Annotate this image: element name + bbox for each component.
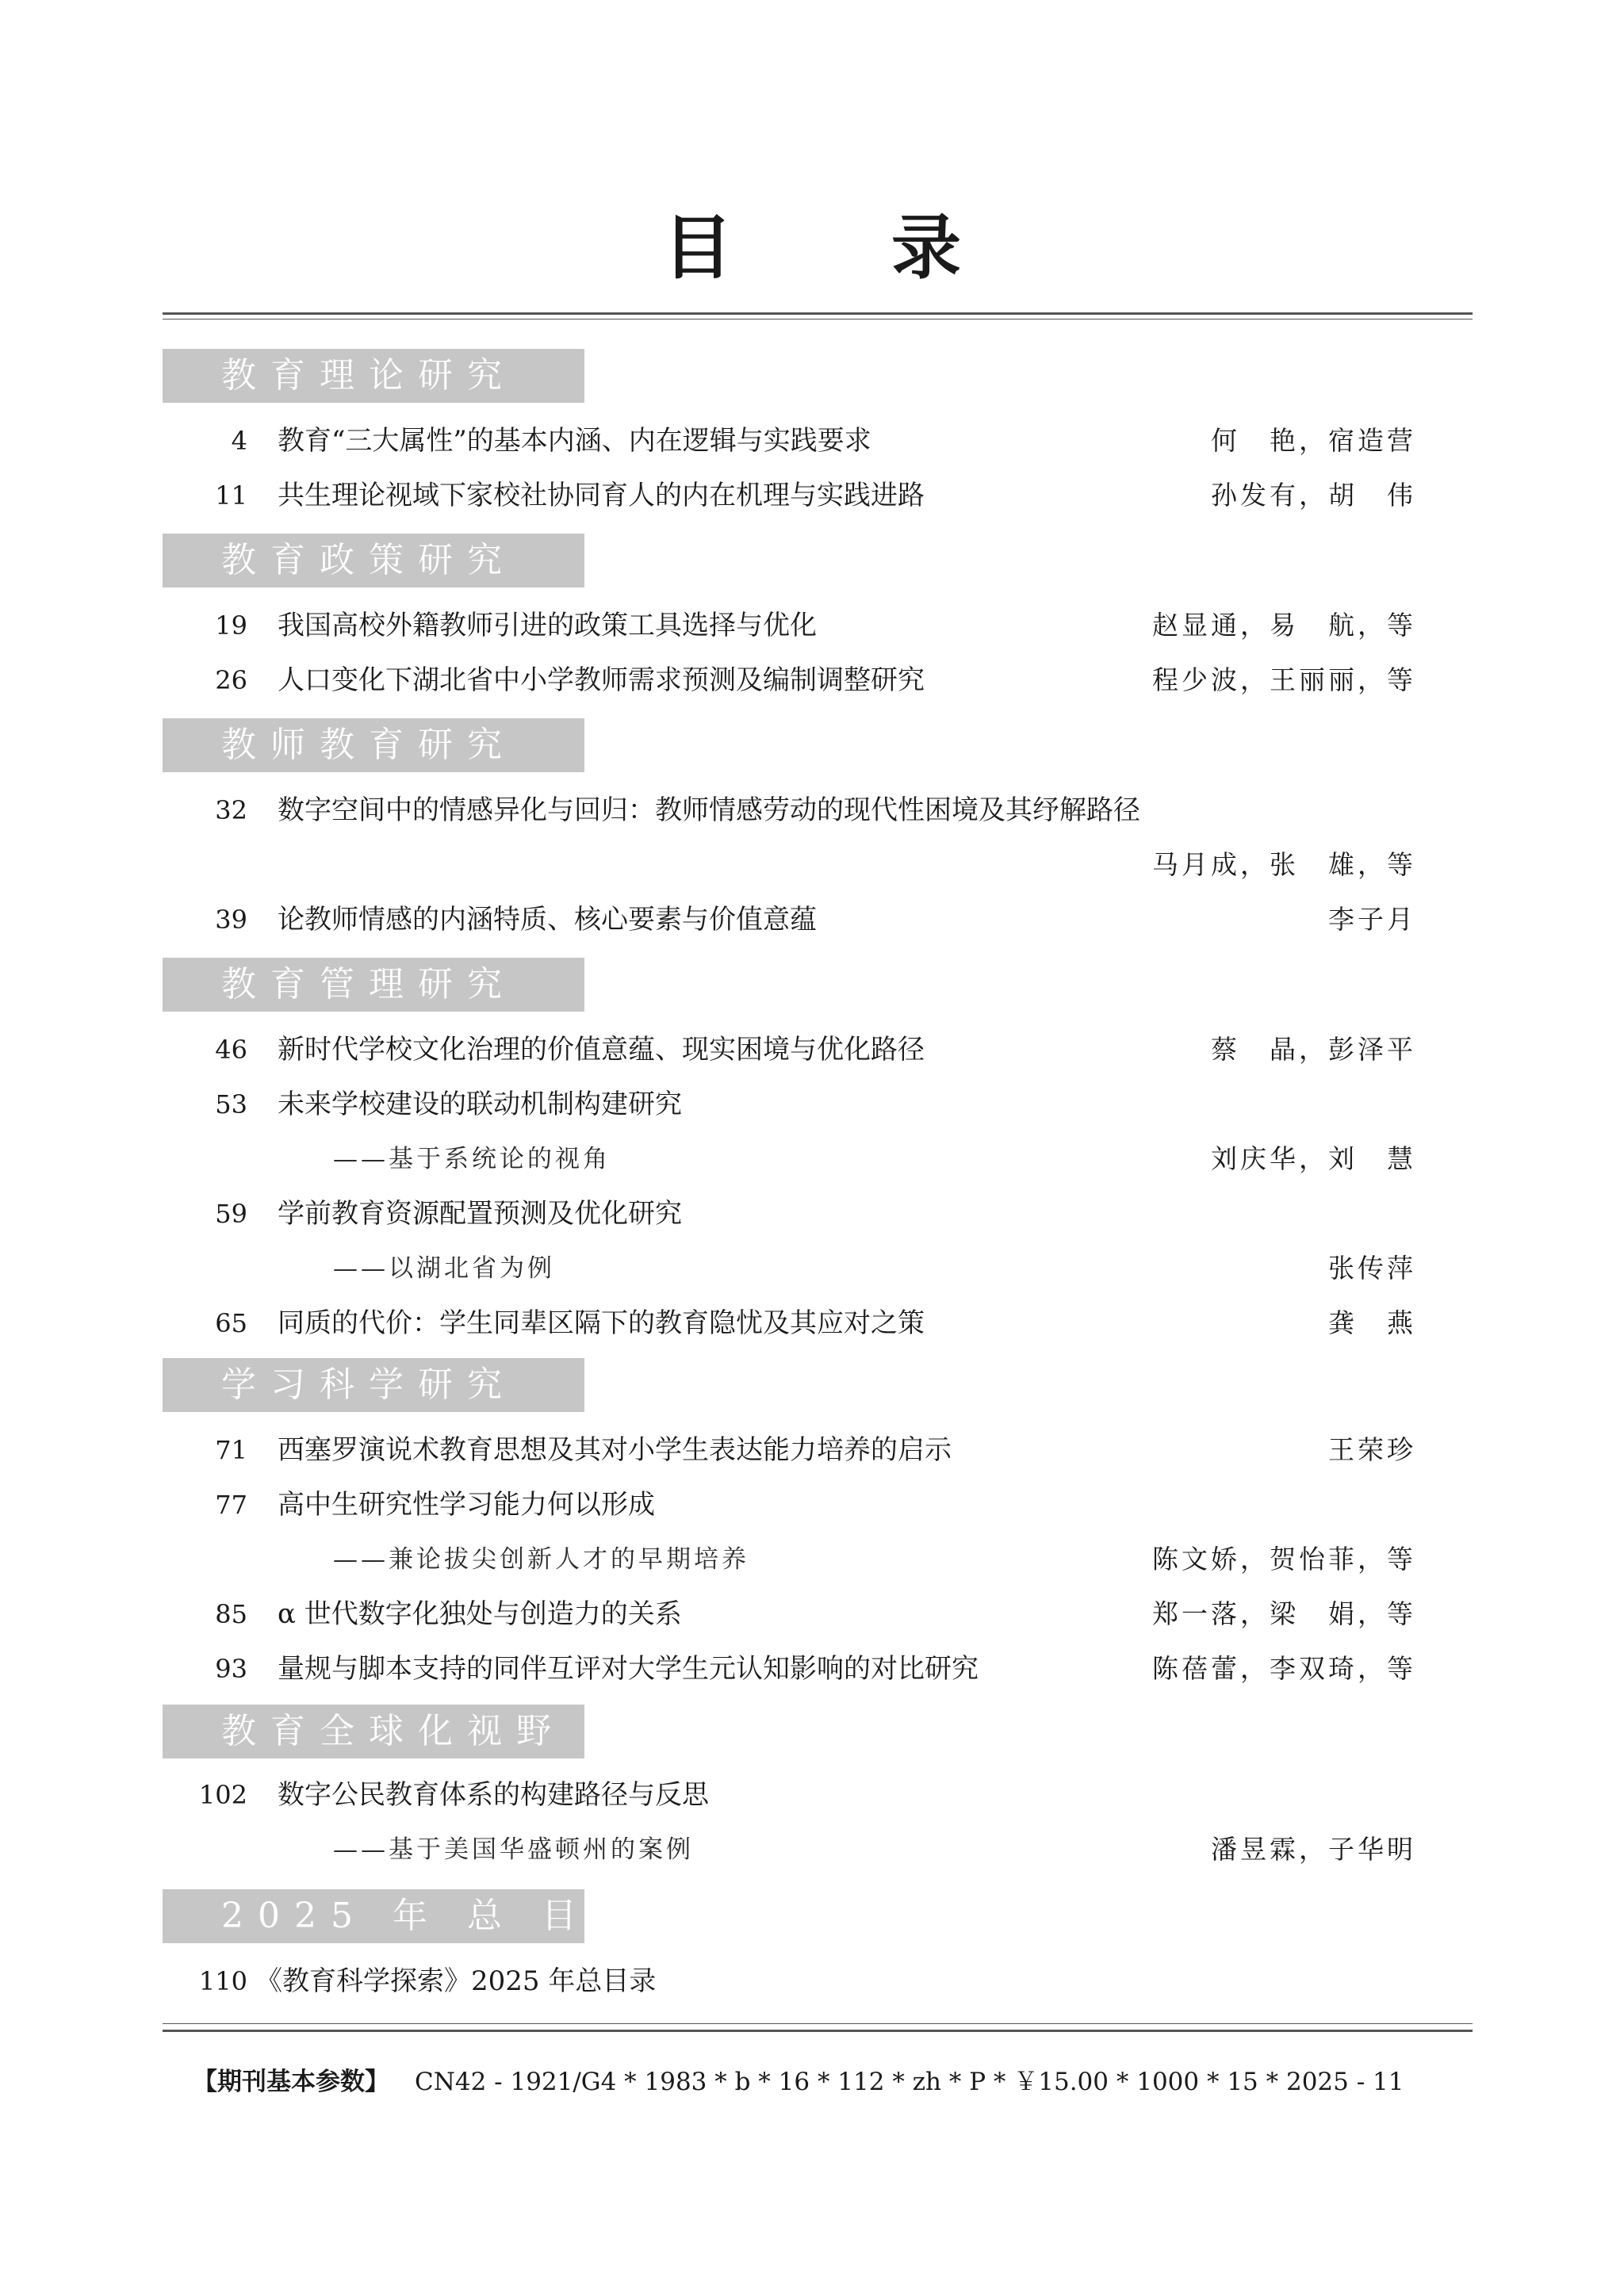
article-title[interactable]: 数字空间中的情感异化与回归：教师情感劳动的现代性困境及其纾解路径: [278, 794, 1140, 826]
section-header: 教师教育研究: [163, 718, 584, 772]
top-rule-thin: [163, 319, 1473, 320]
article-authors: 李子月: [1328, 904, 1416, 935]
article-authors: 刘庆华，刘 慧: [1211, 1143, 1416, 1174]
article-authors: 龚 燕: [1328, 1307, 1416, 1338]
article-title[interactable]: 数字公民教育体系的构建路径与反思: [278, 1779, 709, 1811]
page-number: 77: [215, 1490, 247, 1520]
page-number: 85: [215, 1599, 247, 1629]
page-title-char-2: 录: [891, 207, 962, 289]
page-title-char-1: 目: [662, 207, 733, 289]
section-header: 教育理论研究: [163, 349, 584, 403]
article-title[interactable]: 新时代学校文化治理的价值意蕴、现实困境与优化路径: [278, 1034, 925, 1066]
article-authors: 马月成，张 雄，等: [1152, 849, 1416, 880]
article-authors: 张传萍: [1328, 1253, 1416, 1284]
article-title[interactable]: 我国高校外籍教师引进的政策工具选择与优化: [278, 610, 817, 641]
page-number: 71: [215, 1435, 247, 1465]
section-header: 2025 年 总 目 录: [163, 1889, 584, 1943]
article-authors: 孙发有，胡 伟: [1211, 480, 1416, 511]
page-number: 102: [198, 1780, 247, 1810]
article-authors: 郑一落，梁 娟，等: [1152, 1598, 1416, 1629]
article-authors: 王荣珍: [1328, 1434, 1416, 1465]
article-subtitle: ——以湖北省为例: [333, 1254, 555, 1283]
journal-parameters: [193, 2063, 1404, 2101]
journal-parameters-value: CN42 - 1921/G4 * 1983 * b * 16 * 112 * zh * P * ￥15.00 * 1000 * 15 * 2025 - 11: [415, 2068, 1404, 2096]
article-title[interactable]: 《教育科学探索》2025 年总目录: [255, 1965, 657, 1997]
bottom-rule-thin: [163, 2023, 1473, 2024]
page-number: 53: [215, 1089, 247, 1119]
page-number: 11: [215, 480, 247, 511]
article-title[interactable]: 教育“三大属性”的基本内涵、内在逻辑与实践要求: [278, 425, 871, 457]
article-title[interactable]: 未来学校建设的联动机制构建研究: [278, 1089, 682, 1120]
section-header: 教育全球化视野: [163, 1705, 584, 1758]
bottom-rule-thick: [163, 2030, 1473, 2032]
article-title[interactable]: 学前教育资源配置预测及优化研究: [278, 1198, 682, 1230]
article-authors: 蔡 晶，彭泽平: [1211, 1034, 1416, 1065]
page-number: 39: [215, 905, 247, 935]
page-number: 19: [215, 610, 247, 641]
article-title[interactable]: 人口变化下湖北省中小学教师需求预测及编制调整研究: [278, 664, 925, 696]
article-authors: 陈文娇，贺怡菲，等: [1152, 1544, 1416, 1575]
page-number: 93: [215, 1654, 247, 1684]
journal-parameters-label: 【期刊基本参数】: [193, 2068, 389, 2096]
page-title: [0, 205, 1624, 292]
article-authors: 赵显通，易 航，等: [1152, 610, 1416, 641]
article-authors: 程少波，王丽丽，等: [1152, 664, 1416, 695]
page-number: 26: [215, 665, 247, 695]
article-title[interactable]: 论教师情感的内涵特质、核心要素与价值意蕴: [278, 904, 817, 936]
page-number: 46: [215, 1035, 247, 1065]
article-subtitle: ——兼论拔尖创新人才的早期培养: [333, 1545, 749, 1574]
article-authors: 潘昱霖，子华明: [1211, 1834, 1416, 1865]
section-header: 教育政策研究: [163, 534, 584, 587]
article-subtitle: ——基于系统论的视角: [333, 1145, 611, 1173]
article-title[interactable]: α 世代数字化独处与创造力的关系: [278, 1598, 682, 1630]
page-number: 4: [231, 426, 247, 456]
article-title[interactable]: 西塞罗演说术教育思想及其对小学生表达能力培养的启示: [278, 1434, 952, 1466]
article-title[interactable]: 共生理论视域下家校社协同育人的内在机理与实践进路: [278, 480, 925, 511]
article-authors: 何 艳，宿造营: [1211, 425, 1416, 456]
page-number: 32: [215, 795, 247, 825]
section-header: 学习科学研究: [163, 1358, 584, 1412]
page-number: 65: [215, 1308, 247, 1338]
page-number: 110: [198, 1966, 247, 1996]
page-number: 59: [215, 1199, 247, 1229]
article-title[interactable]: 同质的代价：学生同辈区隔下的教育隐忧及其应对之策: [278, 1307, 925, 1339]
article-title[interactable]: 量规与脚本支持的同伴互评对大学生元认知影响的对比研究: [278, 1653, 979, 1685]
article-authors: 陈蓓蕾，李双琦，等: [1152, 1653, 1416, 1684]
article-title[interactable]: 高中生研究性学习能力何以形成: [278, 1489, 655, 1521]
section-header: 教育管理研究: [163, 958, 584, 1012]
article-subtitle: ——基于美国华盛顿州的案例: [333, 1835, 694, 1864]
top-rule-thick: [163, 312, 1473, 315]
